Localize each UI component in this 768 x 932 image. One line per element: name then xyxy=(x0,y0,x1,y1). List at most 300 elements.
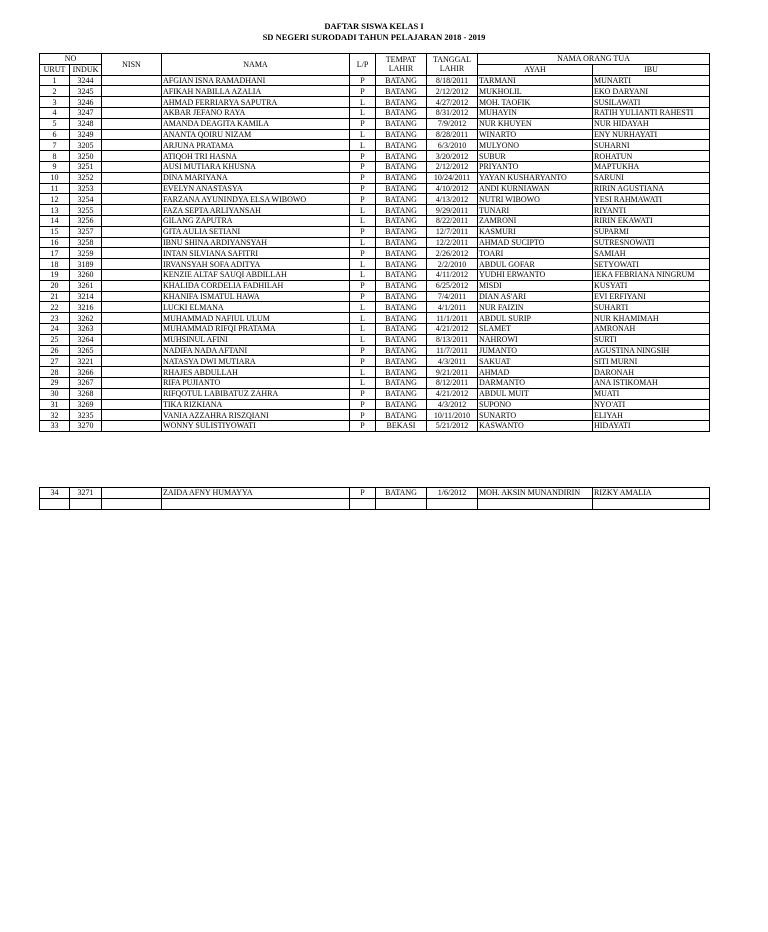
cell-tempat: BATANG xyxy=(376,399,427,410)
cell-tempat: BATANG xyxy=(376,205,427,216)
cell-nisn xyxy=(102,410,162,421)
cell-ibu: KUSYATI xyxy=(593,280,710,291)
cell-nisn xyxy=(102,388,162,399)
cell-tempat: BATANG xyxy=(376,215,427,226)
cell-nisn xyxy=(102,291,162,302)
cell-ibu: ROHATUN xyxy=(593,151,710,162)
cell-ibu: ELIYAH xyxy=(593,410,710,421)
cell-induk: 3269 xyxy=(70,399,102,410)
cell-tanggal: 7/9/2012 xyxy=(427,118,478,129)
cell-ibu: SUHARTI xyxy=(593,302,710,313)
table-row xyxy=(40,140,710,151)
empty-cell xyxy=(162,498,350,509)
cell-tempat: BATANG xyxy=(376,140,427,151)
cell-nama: INTAN SILVIANA SAFITRI xyxy=(162,248,350,259)
cell-nama: EVELYN ANASTASYA xyxy=(162,183,350,194)
table-row xyxy=(40,183,710,194)
cell-ayah: YUDHI ERWANTO xyxy=(478,269,593,280)
empty-cell xyxy=(376,498,427,509)
table-row xyxy=(40,75,710,86)
cell-lp: L xyxy=(350,313,376,324)
cell-urut: 10 xyxy=(40,172,70,183)
cell-tanggal: 2/12/2012 xyxy=(427,86,478,97)
cell-lp: P xyxy=(350,118,376,129)
cell-nama: LUCKI ELMANA xyxy=(162,302,350,313)
table-row xyxy=(40,248,710,259)
cell-nisn xyxy=(102,377,162,388)
additional-student-table xyxy=(39,487,710,510)
cell-lp: P xyxy=(350,421,376,432)
cell-urut: 13 xyxy=(40,205,70,216)
header-lp: L/P xyxy=(350,54,376,76)
cell-ibu: SUHARNI xyxy=(593,140,710,151)
student-table xyxy=(39,53,710,432)
cell-tanggal: 4/13/2012 xyxy=(427,194,478,205)
cell-nama: GILANG ZAPUTRA xyxy=(162,215,350,226)
cell-induk: 3260 xyxy=(70,269,102,280)
cell-nisn xyxy=(102,151,162,162)
cell-nama: IBNU SHINA ARDIYANSYAH xyxy=(162,237,350,248)
cell-nisn xyxy=(102,172,162,183)
cell-induk: 3254 xyxy=(70,194,102,205)
table-row xyxy=(40,302,710,313)
cell-ibu: NUR HIDAYAH xyxy=(593,118,710,129)
cell-urut: 24 xyxy=(40,323,70,334)
cell-urut: 7 xyxy=(40,140,70,151)
cell-nisn xyxy=(102,226,162,237)
cell-induk: 3189 xyxy=(70,259,102,270)
table-row xyxy=(40,215,710,226)
cell-ibu: EVI ERFIYANI xyxy=(593,291,710,302)
table-row xyxy=(40,107,710,118)
cell-ayah: MOH. TAOFIK xyxy=(478,97,593,108)
cell-urut: 21 xyxy=(40,291,70,302)
cell-ibu: MUNARTI xyxy=(593,75,710,86)
cell-ayah: MULYONO xyxy=(478,140,593,151)
empty-cell xyxy=(478,498,593,509)
cell-ayah: NUR FAIZIN xyxy=(478,302,593,313)
table-row xyxy=(40,388,710,399)
cell-lp: L xyxy=(350,323,376,334)
cell-nama: ATIQOH TRI HASNA xyxy=(162,151,350,162)
table-row xyxy=(40,488,710,499)
header-induk: INDUK xyxy=(70,64,102,75)
cell-ibu: IEKA FEBRIANA NINGRUM xyxy=(593,269,710,280)
cell-nisn xyxy=(102,129,162,140)
cell-ayah: KASMURI xyxy=(478,226,593,237)
cell-urut: 29 xyxy=(40,377,70,388)
header-no: NO xyxy=(40,54,102,65)
cell-tempat: BATANG xyxy=(376,323,427,334)
cell-nisn xyxy=(102,259,162,270)
cell-lp: P xyxy=(350,86,376,97)
cell-induk: 3253 xyxy=(70,183,102,194)
cell-tempat: BATANG xyxy=(376,410,427,421)
cell-ibu: SARUNI xyxy=(593,172,710,183)
cell-tempat: BATANG xyxy=(376,280,427,291)
cell-nama: MUHAMMAD RIFQI PRATAMA xyxy=(162,323,350,334)
cell-tempat: BATANG xyxy=(376,269,427,280)
cell-ibu: NUR KHAMIMAH xyxy=(593,313,710,324)
cell-induk: 3267 xyxy=(70,377,102,388)
cell-nisn xyxy=(102,367,162,378)
cell-induk: 3252 xyxy=(70,172,102,183)
cell-lp: L xyxy=(350,269,376,280)
cell-induk: 3214 xyxy=(70,291,102,302)
cell-lp: P xyxy=(350,226,376,237)
cell-urut: 17 xyxy=(40,248,70,259)
cell-nama: RIFQOTUL LABIBATUZ ZAHRA xyxy=(162,388,350,399)
cell-tanggal: 12/2/2011 xyxy=(427,237,478,248)
cell-lp: L xyxy=(350,367,376,378)
cell-tempat: BATANG xyxy=(376,183,427,194)
cell-urut: 12 xyxy=(40,194,70,205)
cell-induk: 3262 xyxy=(70,313,102,324)
cell-urut: 20 xyxy=(40,280,70,291)
cell-nisn xyxy=(102,86,162,97)
cell-induk: 3216 xyxy=(70,302,102,313)
cell-tempat: BATANG xyxy=(376,356,427,367)
cell-ayah: KASWANTO xyxy=(478,421,593,432)
cell-ayah: TUNARI xyxy=(478,205,593,216)
cell-ibu: ANA ISTIKOMAH xyxy=(593,377,710,388)
cell-tempat: BATANG xyxy=(376,367,427,378)
cell-nama: MUHAMMAD NAFIUL ULUM xyxy=(162,313,350,324)
cell-lp: P xyxy=(350,248,376,259)
cell-ayah: ABDUL MUIT xyxy=(478,388,593,399)
cell-urut: 3 xyxy=(40,97,70,108)
cell-urut: 6 xyxy=(40,129,70,140)
cell-ibu: SETYOWATI xyxy=(593,259,710,270)
cell-induk: 3271 xyxy=(70,488,102,499)
cell-tempat: BATANG xyxy=(376,259,427,270)
cell-ibu: SUPARMI xyxy=(593,226,710,237)
cell-lp: P xyxy=(350,345,376,356)
cell-tempat: BATANG xyxy=(376,172,427,183)
cell-ayah: DARMANTO xyxy=(478,377,593,388)
header-ayah: AYAH xyxy=(478,64,593,75)
cell-lp: L xyxy=(350,334,376,345)
cell-tanggal: 11/1/2011 xyxy=(427,313,478,324)
cell-urut: 19 xyxy=(40,269,70,280)
cell-lp: P xyxy=(350,172,376,183)
cell-tanggal: 9/21/2011 xyxy=(427,367,478,378)
cell-ibu: NYO'ATI xyxy=(593,399,710,410)
cell-tanggal: 5/21/2012 xyxy=(427,421,478,432)
cell-nisn xyxy=(102,323,162,334)
cell-tempat: BATANG xyxy=(376,97,427,108)
cell-ayah: MUHAYIN xyxy=(478,107,593,118)
cell-lp: P xyxy=(350,399,376,410)
cell-lp: P xyxy=(350,194,376,205)
cell-urut: 23 xyxy=(40,313,70,324)
cell-ayah: MISDI xyxy=(478,280,593,291)
empty-cell xyxy=(350,498,376,509)
cell-tanggal: 10/11/2010 xyxy=(427,410,478,421)
cell-urut: 1 xyxy=(40,75,70,86)
cell-nisn xyxy=(102,313,162,324)
cell-tanggal: 8/22/2011 xyxy=(427,215,478,226)
cell-urut: 33 xyxy=(40,421,70,432)
cell-nisn xyxy=(102,161,162,172)
cell-nisn xyxy=(102,194,162,205)
cell-lp: L xyxy=(350,97,376,108)
cell-urut: 11 xyxy=(40,183,70,194)
cell-urut: 31 xyxy=(40,399,70,410)
table-row xyxy=(40,269,710,280)
cell-tempat: BATANG xyxy=(376,107,427,118)
cell-urut: 15 xyxy=(40,226,70,237)
cell-tempat: BATANG xyxy=(376,313,427,324)
cell-ayah: ANDI KURNIAWAN xyxy=(478,183,593,194)
cell-ibu: AGUSTINA NINGSIH xyxy=(593,345,710,356)
cell-lp: P xyxy=(350,75,376,86)
table-row xyxy=(40,334,710,345)
cell-lp: L xyxy=(350,129,376,140)
cell-induk: 3265 xyxy=(70,345,102,356)
cell-lp: P xyxy=(350,161,376,172)
cell-nisn xyxy=(102,302,162,313)
cell-tanggal: 8/28/2011 xyxy=(427,129,478,140)
cell-lp: L xyxy=(350,302,376,313)
table-row xyxy=(40,280,710,291)
cell-ayah: WINARTO xyxy=(478,129,593,140)
cell-lp: P xyxy=(350,410,376,421)
cell-urut: 27 xyxy=(40,356,70,367)
cell-ibu: SUTRESNOWATI xyxy=(593,237,710,248)
cell-nisn xyxy=(102,215,162,226)
table-row xyxy=(40,421,710,432)
cell-ibu: SAMIAH xyxy=(593,248,710,259)
cell-tanggal: 4/1/2011 xyxy=(427,302,478,313)
cell-ibu: ENY NURHAYATI xyxy=(593,129,710,140)
cell-induk: 3266 xyxy=(70,367,102,378)
cell-ayah: ABDUL GOFAR xyxy=(478,259,593,270)
cell-tempat: BATANG xyxy=(376,161,427,172)
cell-nisn xyxy=(102,269,162,280)
cell-induk: 3205 xyxy=(70,140,102,151)
cell-tanggal: 8/13/2011 xyxy=(427,334,478,345)
cell-tanggal: 4/3/2011 xyxy=(427,356,478,367)
cell-urut: 18 xyxy=(40,259,70,270)
cell-induk: 3257 xyxy=(70,226,102,237)
header-nama: NAMA xyxy=(162,54,350,76)
cell-nama: RIFA PUJIANTO xyxy=(162,377,350,388)
cell-ibu: MUATI xyxy=(593,388,710,399)
cell-ayah: JUMANTO xyxy=(478,345,593,356)
table-row xyxy=(40,356,710,367)
cell-nisn xyxy=(102,237,162,248)
cell-induk: 3259 xyxy=(70,248,102,259)
cell-induk: 3221 xyxy=(70,356,102,367)
cell-ayah: SUPONO xyxy=(478,399,593,410)
cell-tanggal: 7/4/2011 xyxy=(427,291,478,302)
empty-cell xyxy=(102,498,162,509)
header-tanggal-lahir: TANGGAL LAHIR xyxy=(427,54,478,76)
cell-urut: 32 xyxy=(40,410,70,421)
cell-nisn xyxy=(102,356,162,367)
table-row xyxy=(40,172,710,183)
cell-nama: AFIKAH NABILLA AZALIA xyxy=(162,86,350,97)
cell-tanggal: 12/7/2011 xyxy=(427,226,478,237)
table-row xyxy=(40,194,710,205)
cell-nama: AMANDA DEAGITA KAMILA xyxy=(162,118,350,129)
cell-urut: 8 xyxy=(40,151,70,162)
cell-nama: NATASYA DWI MUTIARA xyxy=(162,356,350,367)
cell-tanggal: 4/10/2012 xyxy=(427,183,478,194)
table-row xyxy=(40,86,710,97)
cell-ayah: SUNARTO xyxy=(478,410,593,421)
cell-ayah: MOH. AKSIN MUNANDIRIN xyxy=(478,488,593,499)
cell-ibu: SUSILAWATI xyxy=(593,97,710,108)
cell-urut: 30 xyxy=(40,388,70,399)
cell-induk: 3250 xyxy=(70,151,102,162)
cell-tanggal: 4/27/2012 xyxy=(427,97,478,108)
cell-induk: 3246 xyxy=(70,97,102,108)
cell-induk: 3261 xyxy=(70,280,102,291)
cell-nisn xyxy=(102,140,162,151)
table-row xyxy=(40,226,710,237)
cell-ayah: SUBUR xyxy=(478,151,593,162)
cell-nama: NADIFA NADA AFTANI xyxy=(162,345,350,356)
table-row xyxy=(40,259,710,270)
cell-tempat: BATANG xyxy=(376,248,427,259)
cell-nama: AFGIAN ISNA RAMADHANI xyxy=(162,75,350,86)
cell-ayah: AHMAD xyxy=(478,367,593,378)
table-row xyxy=(40,97,710,108)
cell-ayah: ABDUL SURIP xyxy=(478,313,593,324)
cell-ibu: HIDAYATI xyxy=(593,421,710,432)
cell-tempat: BATANG xyxy=(376,388,427,399)
cell-nama: KHANIFA ISMATUL HAWA xyxy=(162,291,350,302)
cell-ibu: RIRIN AGUSTIANA xyxy=(593,183,710,194)
cell-lp: L xyxy=(350,259,376,270)
cell-tempat: BATANG xyxy=(376,226,427,237)
cell-induk: 3258 xyxy=(70,237,102,248)
cell-nama: FAZA SEPTA ARLIYANSAH xyxy=(162,205,350,216)
cell-nama: AHMAD FERRIARYA SAPUTRA xyxy=(162,97,350,108)
cell-lp: P xyxy=(350,183,376,194)
header-nisn: NISN xyxy=(102,54,162,76)
cell-ibu: DARONAH xyxy=(593,367,710,378)
cell-nisn xyxy=(102,421,162,432)
cell-induk: 3247 xyxy=(70,107,102,118)
cell-induk: 3263 xyxy=(70,323,102,334)
cell-nama: KHALIDA CORDELIA FADHILAH xyxy=(162,280,350,291)
cell-nama: ZAIDA AFNY HUMAYYA xyxy=(162,488,350,499)
cell-induk: 3268 xyxy=(70,388,102,399)
cell-tempat: BEKASI xyxy=(376,421,427,432)
table-row xyxy=(40,399,710,410)
cell-ayah: ZAMRONI xyxy=(478,215,593,226)
cell-induk: 3270 xyxy=(70,421,102,432)
cell-induk: 3244 xyxy=(70,75,102,86)
cell-ayah: AHMAD SUCIPTO xyxy=(478,237,593,248)
cell-nisn xyxy=(102,97,162,108)
cell-nisn xyxy=(102,75,162,86)
cell-lp: P xyxy=(350,488,376,499)
cell-nama: TIKA RIZKIANA xyxy=(162,399,350,410)
cell-tempat: BATANG xyxy=(376,151,427,162)
cell-induk: 3264 xyxy=(70,334,102,345)
cell-lp: L xyxy=(350,140,376,151)
cell-nama: AKBAR JEFANO RAYA xyxy=(162,107,350,118)
cell-ibu: AMRONAH xyxy=(593,323,710,334)
cell-urut: 25 xyxy=(40,334,70,345)
cell-tempat: BATANG xyxy=(376,377,427,388)
cell-ibu: MAPTUKHA xyxy=(593,161,710,172)
empty-cell xyxy=(427,498,478,509)
cell-nama: VANIA AZZAHRA RISZQIANI xyxy=(162,410,350,421)
cell-ibu: SURTI xyxy=(593,334,710,345)
empty-cell xyxy=(70,498,102,509)
cell-ibu: EKO DARYANI xyxy=(593,86,710,97)
cell-ayah: MUKHOLIL xyxy=(478,86,593,97)
header-nama-orang-tua: NAMA ORANG TUA xyxy=(478,54,710,65)
cell-ayah: SAKUAT xyxy=(478,356,593,367)
cell-tempat: BATANG xyxy=(376,86,427,97)
cell-ibu: YESI RAHMAWATI xyxy=(593,194,710,205)
cell-ayah: NAHROWI xyxy=(478,334,593,345)
cell-urut: 2 xyxy=(40,86,70,97)
table-row xyxy=(40,151,710,162)
cell-nama: RHAJES ABDULLAH xyxy=(162,367,350,378)
table-row xyxy=(40,118,710,129)
table-row xyxy=(40,377,710,388)
cell-induk: 3235 xyxy=(70,410,102,421)
cell-urut: 5 xyxy=(40,118,70,129)
cell-nama: IRVANSYAH SOFA ADITYA xyxy=(162,259,350,270)
cell-tempat: BATANG xyxy=(376,118,427,129)
cell-ayah: NUTRI WIBOWO xyxy=(478,194,593,205)
cell-nama: GITA AULIA SETIANI xyxy=(162,226,350,237)
cell-tempat: BATANG xyxy=(376,302,427,313)
cell-lp: P xyxy=(350,388,376,399)
cell-nama: DINA MARIYANA xyxy=(162,172,350,183)
cell-tanggal: 8/18/2011 xyxy=(427,75,478,86)
header-ibu: IBU xyxy=(593,64,710,75)
table-row xyxy=(40,129,710,140)
table-row xyxy=(40,205,710,216)
cell-tanggal: 9/29/2011 xyxy=(427,205,478,216)
cell-ayah: SLAMET xyxy=(478,323,593,334)
cell-lp: P xyxy=(350,151,376,162)
cell-ibu: RIRIN EKAWATI xyxy=(593,215,710,226)
cell-induk: 3249 xyxy=(70,129,102,140)
cell-tempat: BATANG xyxy=(376,194,427,205)
cell-ibu: RIZKY AMALIA xyxy=(593,488,710,499)
cell-tanggal: 3/20/2012 xyxy=(427,151,478,162)
cell-lp: L xyxy=(350,205,376,216)
table-row xyxy=(40,345,710,356)
table-row xyxy=(40,367,710,378)
cell-nisn xyxy=(102,107,162,118)
cell-lp: L xyxy=(350,107,376,118)
cell-nama: ARJUNA PRATAMA xyxy=(162,140,350,151)
cell-tanggal: 4/3/2012 xyxy=(427,399,478,410)
cell-nisn xyxy=(102,205,162,216)
cell-lp: P xyxy=(350,280,376,291)
empty-row xyxy=(40,498,710,509)
empty-cell xyxy=(593,498,710,509)
cell-tanggal: 2/12/2012 xyxy=(427,161,478,172)
cell-nama: FARZANA AYUNINDYA ELSA WIBOWO xyxy=(162,194,350,205)
cell-ayah: YAYAN KUSHARYANTO xyxy=(478,172,593,183)
cell-urut: 4 xyxy=(40,107,70,118)
cell-tanggal: 6/3/2010 xyxy=(427,140,478,151)
cell-nisn xyxy=(102,399,162,410)
cell-lp: P xyxy=(350,356,376,367)
